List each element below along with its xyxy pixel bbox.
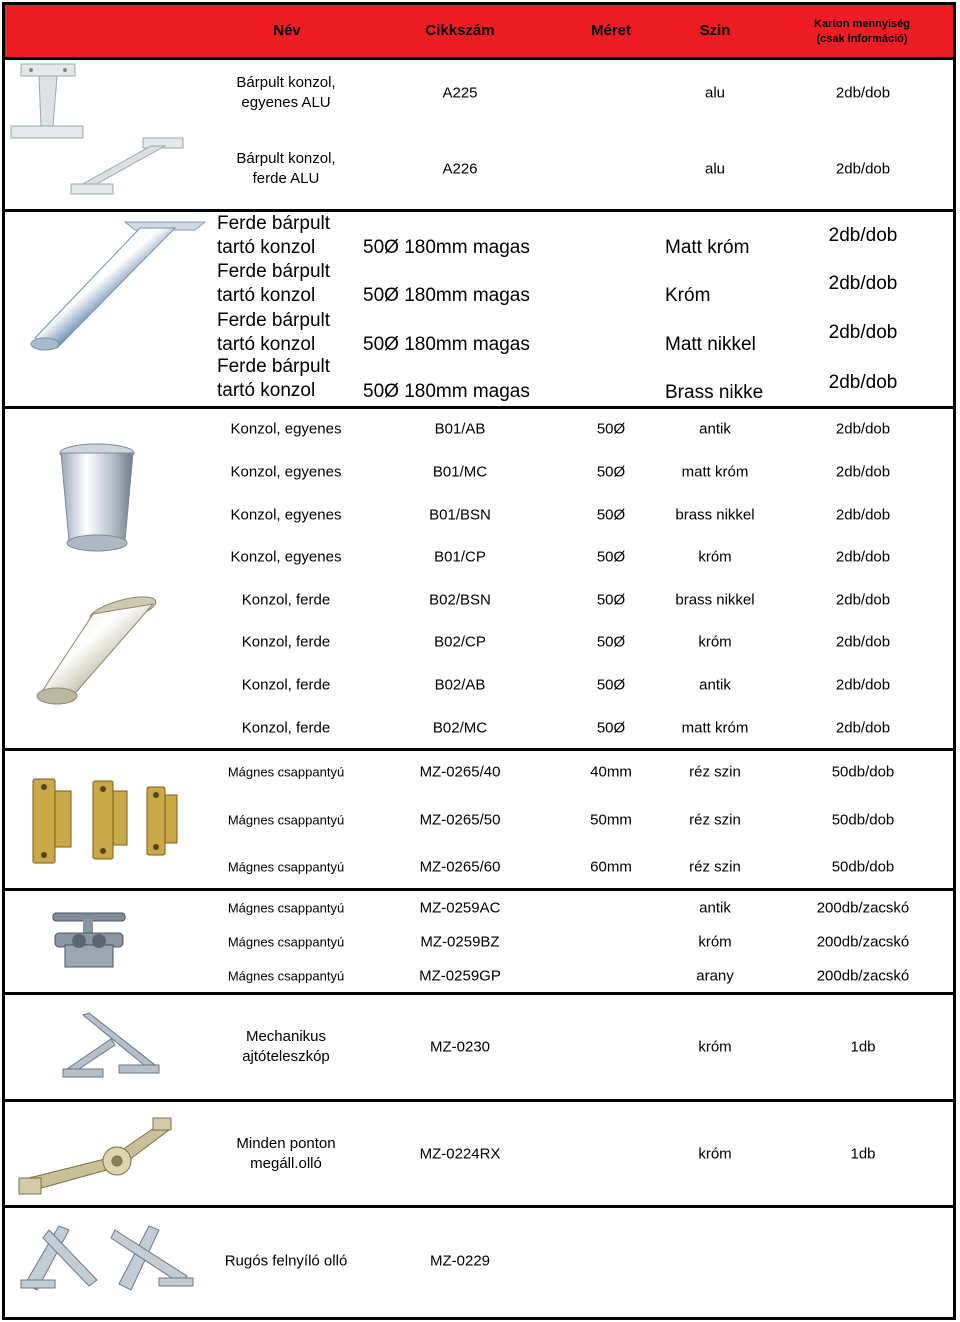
product-code: B01/BSN — [429, 506, 491, 524]
product-qty: 200db/zacskó — [816, 967, 910, 985]
product-code: MZ-0229 — [429, 1252, 491, 1270]
product-name: Minden ponton megáll.olló — [236, 1135, 336, 1172]
product-size: 50Ø — [596, 591, 626, 609]
section-magnes-0259 — [2, 891, 956, 995]
product-qty: 2db/dob — [835, 463, 891, 481]
header-cikkszam: Cikkszám — [425, 22, 495, 39]
product-qty: 2db/dob — [835, 420, 891, 438]
header-nev: Név — [273, 22, 301, 39]
product-name: Ferde bárpult tartó konzol — [217, 261, 331, 306]
product-name: Mágnes csappantyú — [227, 934, 345, 950]
product-color: matt króm — [681, 463, 749, 481]
lid-stay-image — [17, 1116, 173, 1200]
product-qty: 2db/dob — [835, 160, 891, 178]
product-code: MZ-0265/60 — [419, 858, 501, 876]
product-qty: 1db — [850, 1145, 876, 1163]
product-code: MZ-0230 — [429, 1038, 491, 1056]
section-ferde-barpult — [2, 212, 956, 409]
product-qty: 50db/dob — [831, 811, 895, 829]
product-size: 40mm — [590, 763, 632, 781]
header-szin: Szin — [699, 22, 731, 39]
product-color: Matt króm — [665, 237, 750, 258]
product-color: antik — [699, 676, 731, 694]
product-color: antik — [699, 899, 731, 917]
product-name: Ferde bárpult tartó konzol — [217, 213, 331, 258]
product-size: 50Ø 180mm magas — [363, 334, 530, 355]
bracket-straight-image — [7, 62, 97, 142]
product-size: 60mm — [590, 858, 632, 876]
product-code: B01/MC — [432, 463, 488, 481]
angled-leg-image — [31, 594, 161, 712]
product-size: 50Ø — [596, 420, 626, 438]
product-code: B02/CP — [434, 633, 486, 651]
product-qty: 2db/dob — [828, 322, 898, 343]
table-header — [2, 2, 956, 60]
product-name: Ferde bárpult tartó konzol — [217, 310, 331, 355]
product-qty: 50db/dob — [831, 858, 895, 876]
product-name: Mágnes csappantyú — [227, 900, 345, 916]
product-code: B02/MC — [432, 719, 488, 737]
product-name: Konzol, ferde — [241, 633, 331, 651]
product-qty: 200db/zacskó — [816, 899, 910, 917]
product-qty: 2db/dob — [835, 506, 891, 524]
product-name: Mágnes csappantyú — [227, 859, 345, 875]
product-color: króm — [698, 1145, 732, 1163]
product-qty: 50db/dob — [831, 763, 895, 781]
product-code: B02/AB — [434, 676, 486, 694]
section-rugos — [2, 1208, 956, 1320]
product-color: króm — [698, 1038, 732, 1056]
product-size: 50mm — [590, 811, 632, 829]
product-name: Mágnes csappantyú — [227, 812, 345, 828]
door-stay-image — [59, 1009, 163, 1085]
product-code: MZ-0224RX — [419, 1145, 501, 1163]
product-code: MZ-0259GP — [419, 967, 501, 985]
product-code: A226 — [442, 160, 478, 178]
product-size: 50Ø 180mm magas — [363, 381, 530, 402]
product-qty: 1db — [850, 1038, 876, 1056]
product-name: Konzol, ferde — [241, 719, 331, 737]
product-name: Konzol, egyenes — [230, 420, 342, 438]
product-name: Konzol, ferde — [241, 676, 331, 694]
header-meret: Méret — [590, 22, 632, 39]
product-size: 50Ø — [596, 548, 626, 566]
product-code: MZ-0259BZ — [420, 933, 500, 951]
product-name: Bárpult konzol, egyenes ALU — [236, 74, 336, 111]
product-code: B02/BSN — [429, 591, 491, 609]
magnetic-catch-image — [25, 773, 185, 869]
product-name: Bárpult konzol, ferde ALU — [236, 150, 336, 187]
product-size: 50Ø — [596, 463, 626, 481]
product-code: MZ-0259AC — [419, 899, 501, 917]
product-color: króm — [698, 933, 732, 951]
product-qty: 2db/dob — [835, 676, 891, 694]
product-qty: 2db/dob — [835, 591, 891, 609]
product-name: Mágnes csappantyú — [227, 764, 345, 780]
header-karton: Karton mennyiség (csak információ) — [814, 18, 910, 45]
product-qty: 2db/dob — [835, 84, 891, 102]
product-color: Brass nikke — [665, 382, 764, 403]
section-konzol — [2, 409, 956, 751]
chrome-tube-image — [15, 216, 210, 356]
product-size: 50Ø — [596, 719, 626, 737]
product-name: Mágnes csappantyú — [227, 968, 345, 984]
product-size: 50Ø — [596, 676, 626, 694]
product-size: 50Ø — [596, 633, 626, 651]
product-color: brass nikkel — [675, 506, 755, 524]
product-size: 50Ø 180mm magas — [363, 285, 530, 306]
section-magnes-0265 — [2, 751, 956, 891]
product-name: Rugós felnyíló olló — [224, 1252, 348, 1270]
straight-leg-image — [55, 443, 140, 558]
spring-lift-image — [19, 1222, 195, 1296]
product-color: réz szin — [689, 858, 741, 876]
product-color: króm — [698, 548, 732, 566]
product-code: MZ-0265/50 — [419, 811, 501, 829]
product-qty: 2db/dob — [828, 372, 898, 393]
product-name: Mechanikus ajtóteleszkóp — [242, 1028, 330, 1065]
product-size: 50Ø — [596, 506, 626, 524]
product-name: Konzol, egyenes — [230, 506, 342, 524]
product-color: réz szin — [689, 763, 741, 781]
product-code: B01/CP — [434, 548, 486, 566]
bracket-angled-image — [65, 134, 190, 198]
product-color: antik — [699, 420, 731, 438]
product-name: Konzol, egyenes — [230, 548, 342, 566]
roller-catch-image — [49, 909, 129, 971]
section-minden-ponton — [2, 1102, 956, 1208]
product-color: Króm — [665, 285, 711, 306]
product-color: alu — [704, 84, 726, 102]
product-color: króm — [698, 633, 732, 651]
product-code: A225 — [442, 84, 478, 102]
product-name: Konzol, egyenes — [230, 463, 342, 481]
product-qty: 2db/dob — [835, 719, 891, 737]
product-name: Konzol, ferde — [241, 591, 331, 609]
section-mechanikus — [2, 995, 956, 1102]
product-name: Ferde bárpult tartó konzol — [217, 356, 331, 401]
section-barpult-alu — [2, 60, 956, 212]
product-color: brass nikkel — [675, 591, 755, 609]
product-color: réz szin — [689, 811, 741, 829]
product-color: Matt nikkel — [665, 334, 756, 355]
product-code: MZ-0265/40 — [419, 763, 501, 781]
product-code: B01/AB — [434, 420, 486, 438]
product-size: 50Ø 180mm magas — [363, 237, 530, 258]
product-qty: 2db/dob — [828, 225, 898, 246]
product-color: arany — [696, 967, 734, 985]
product-qty: 2db/dob — [828, 273, 898, 294]
product-qty: 2db/dob — [835, 633, 891, 651]
product-qty: 200db/zacskó — [816, 933, 910, 951]
product-qty: 2db/dob — [835, 548, 891, 566]
product-color: alu — [704, 160, 726, 178]
product-color: matt króm — [681, 719, 749, 737]
